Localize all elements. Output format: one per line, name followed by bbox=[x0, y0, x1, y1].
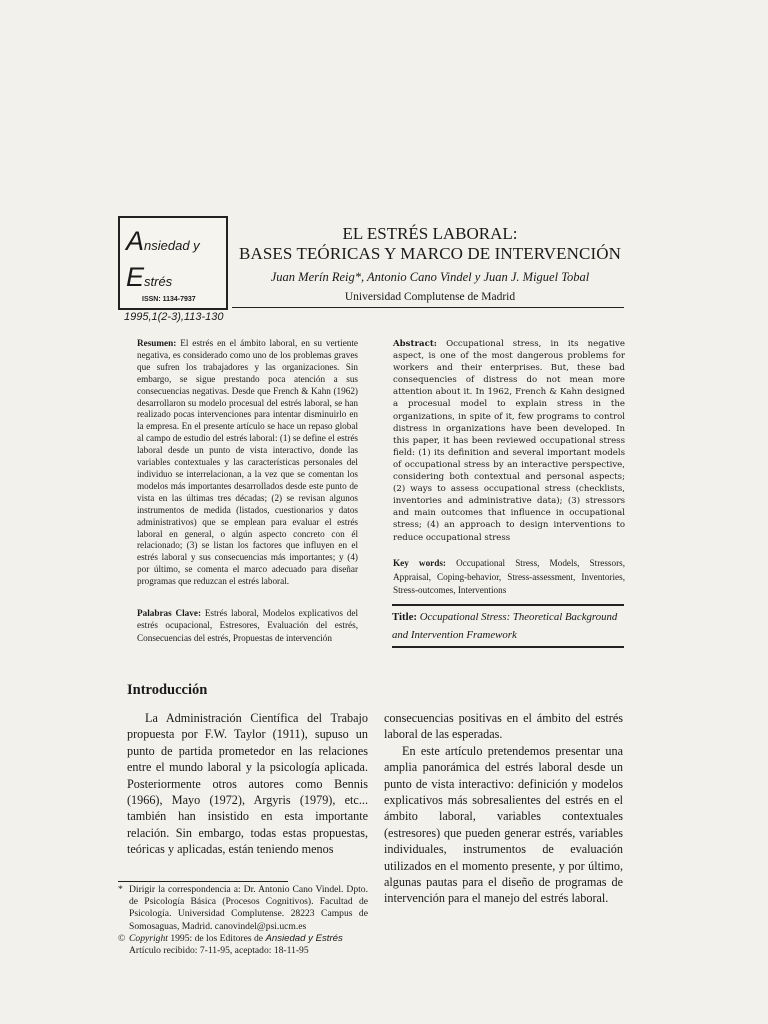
intro-paragraph-1: La Administración Científica del Trabajo propuesta por F.W. Taylor (1911), supuso un punto de partida prometedor en las relaciones entre el mundo laboral y la psicología aplicada. Posteriormente otros autores como Bennis (1966), Mayo (1972), Argyris (1979), etc... también han insistido en esta importante relación. Sin embargo, todas estas propuestas, teóricas y aplicadas, están teniendo menos bbox=[127, 711, 368, 857]
english-title-box bbox=[392, 604, 624, 648]
correspondence-text: Dirigir la correspondencia a: Dr. Antonio Cano Vindel. Dpto. de Psicología Básica (Procesos Cognitivos). Facultad de Psicología. Universidad Complutense. 28223 Campus de Somosaguas, Madrid. canovindel@psi.ucm.es bbox=[129, 884, 368, 932]
resumen-label: Resumen: bbox=[137, 338, 177, 348]
journal-logo bbox=[118, 216, 228, 310]
english-title-label: Title: bbox=[392, 611, 417, 623]
section-heading-introduccion: Introducción bbox=[127, 682, 208, 698]
article-authors: Juan Merín Reig*, Antonio Cano Vindel y Juan J. Miguel Tobal bbox=[270, 270, 590, 284]
volume-reference: 1995,1(2-3),113-130 bbox=[124, 311, 224, 323]
article-title-line1: EL ESTRÉS LABORAL: bbox=[342, 224, 518, 243]
english-title-text: Occupational Stress: Theoretical Background and Intervention Framework bbox=[392, 611, 618, 641]
footnote-rule bbox=[118, 881, 288, 882]
resumen-block bbox=[137, 338, 358, 588]
abstract-block bbox=[393, 338, 625, 544]
key-words-block bbox=[393, 557, 625, 598]
palabras-clave-label: Palabras Clave: bbox=[137, 608, 202, 618]
copyright-symbol: © bbox=[118, 932, 126, 944]
body-column-left bbox=[127, 710, 368, 858]
key-words-text: Occupational Stress, Models, Stressors, Appraisal, Coping-behavior, Stress-assessment, Inventories, Stress-outcomes, Interventions bbox=[393, 558, 626, 595]
journal-name-line2: Estrés bbox=[126, 262, 173, 292]
copyright-note bbox=[118, 933, 368, 945]
copyright-label: Copyright bbox=[129, 932, 168, 944]
copyright-journal: Ansiedad y Estrés bbox=[265, 932, 343, 944]
journal-name-line1: Ansiedad y bbox=[126, 226, 200, 256]
footnote-asterisk: * bbox=[118, 884, 123, 895]
footnote bbox=[118, 884, 368, 957]
journal-issn: ISSN: 1134-7937 bbox=[142, 296, 196, 303]
correspondence-note bbox=[118, 884, 368, 933]
body-column-right bbox=[384, 710, 623, 907]
abstract-text: Occupational stress, in its negative aspect, is one of the most dangerous problems for workers and their enterprises. But, these bad consequencies of distress do not mean more attention about it. In 1962, French & Kahn designed a procesual model to explain stress in the organizations, in spite of it, few programs to control distress in organizations have been developed. In this paper, it has been reviewed occupational stress field: (1) its definition and several important models of occupational stress by an interactive perspective, considering both contextual and personal aspects; (2) ways to assess occupational stress (checklists, inventories and administrative data); (3) stressors and main outcomes that influence in occupational stress; (4) an approach to design interventions to reduce occupational stress bbox=[393, 339, 625, 543]
palabras-clave-text: Estrés laboral, Modelos explicativos del estrés ocupacional, Estresores, Evaluación del estrés, Consecuencias del estrés, Propuestas de intervención bbox=[137, 608, 358, 643]
key-words-label: Key words: bbox=[393, 558, 446, 568]
abstract-label: Abstract: bbox=[393, 339, 437, 349]
copyright-text: 1995: de los Editores de bbox=[170, 932, 264, 944]
palabras-clave-block bbox=[137, 607, 358, 644]
received-note: Artículo recibido: 7-11-95, aceptado: 18-11-95 bbox=[129, 945, 309, 957]
header-rule bbox=[232, 307, 624, 308]
intro-paragraph-3: En este artículo pretendemos presentar una amplia panorámica del estrés laboral desde un punto de vista interactivo: definición y modelos explicativos más sobresalientes del estrés en el ámbito laboral, variables contextuales (estresores) que pueden generar estrés, variables individuales, instrumentos de evaluación utilizados en el momento presente, y por último, algunas pautas para el diseño de programas de intervención para el manejo del estrés laboral. bbox=[384, 743, 623, 906]
intro-paragraph-2: consecuencias positivas en el ámbito del estrés laboral de las esperadas. bbox=[384, 711, 623, 742]
article-affiliation: Universidad Complutense de Madrid bbox=[344, 291, 516, 303]
article-title-line2: BASES TEÓRICAS Y MARCO DE INTERVENCIÓN bbox=[239, 244, 621, 263]
resumen-text: El estrés en el ámbito laboral, en su vertiente negativa, es considerado como uno de los problemas graves que sufren los trabajadores y las organizaciones. Sin embargo, se sigue prestando poca atención a sus consecuencias negativas. Desde que French & Kahn (1962) desarrollaron su modelo procesual del estrés laboral, se han realizado pocas intervenciones para intentar disminuirlo en la empresa. En el presente artículo se hace un repaso global al campo de estudio del estrés laboral: (1) se define el estrés laboral desde un punto de vista interactivo, donde las variables contextuales y las características personales del individuo se interrelacionan, a la vez que se comentan los modelos más importantes desarrollados desde este punto de vista en las últimas tres décadas; (2) se revisan algunos instrumentos de medida (listados, cuestionarios y datos administrativos) que se emplean para evaluar el estrés laboral en general, o algún aspecto concreto con él relacionado; (3) se listan los factores que influyen en el estrés laboral y sus consecuencias más importantes; y (4) por último, se comenta el marco adecuado para diseñar programas que reduzcan el estrés laboral. bbox=[137, 338, 359, 587]
